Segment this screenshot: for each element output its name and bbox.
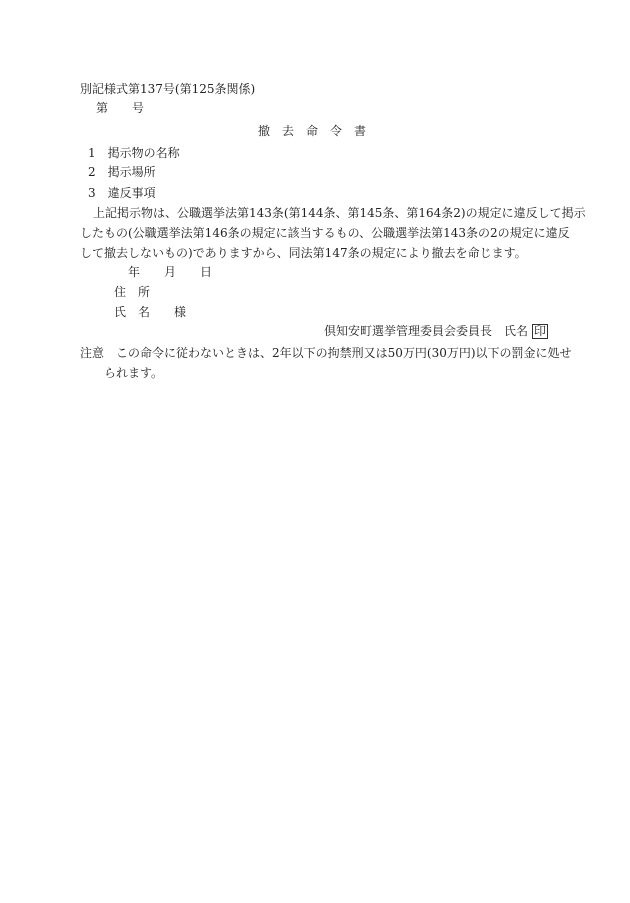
note-line-2: られます。 (104, 366, 164, 380)
item-location: 2 掲示場所 (88, 165, 156, 179)
issuer-line (324, 324, 548, 339)
note-line-1: 注意 この命令に従わないときは、2年以下の拘禁刑又は50万円(30万円)以下の罰金に処せ (80, 346, 572, 360)
seal-mark: 印 (534, 324, 547, 338)
form-title: 別記様式第137号(第125条関係) (80, 82, 256, 96)
document-heading: 撤 去 命 令 書 (258, 124, 367, 138)
item-name: 1 掲示物の名称 (88, 146, 180, 160)
body-line-2: したもの(公職選挙法第146条の規定に該当するもの、公職選挙法第143条の2の規定に違反 (80, 226, 570, 240)
issuer-text: 倶知安町選挙管理委員会委員長 氏名 (324, 324, 529, 338)
address-line: 住 所 (114, 285, 151, 299)
date-line: 年 月 日 (128, 265, 213, 279)
recipient-name-line: 氏 名 様 (114, 305, 187, 319)
document-number: 第 号 (96, 101, 145, 115)
body-line-3: して撤去しないもの)でありますから、同法第147条の規定により撤去を命じます。 (80, 246, 527, 260)
item-violation: 3 違反事項 (88, 186, 156, 200)
body-line-1: 上記掲示物は、公職選挙法第143条(第144条、第145条、第164条2)の規定に違反して掲示 (93, 206, 586, 220)
